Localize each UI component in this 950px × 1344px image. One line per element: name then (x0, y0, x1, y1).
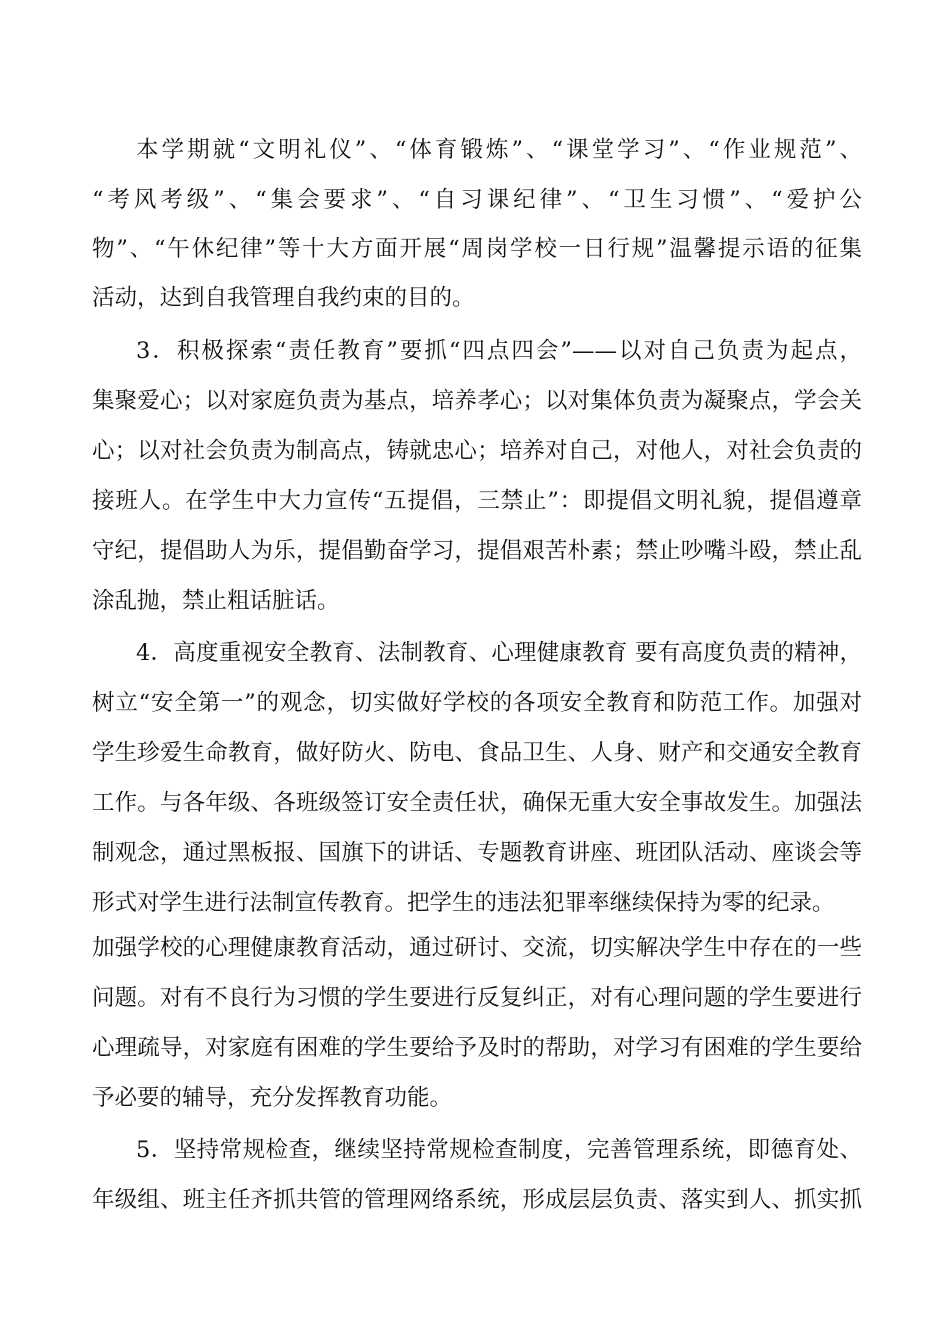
paragraph-3-line-4: 工作。与各年级、各班级签订安全责任状，确保无重大安全事故发生。加强法 (92, 790, 862, 816)
paragraph-3-line-2: 树立“安全第一”的观念，切实做好学校的各项安全教育和防范工作。加强对 (92, 690, 862, 716)
paragraph-3-line-10: 予必要的辅导，充分发挥教育功能。 (92, 1085, 453, 1111)
paragraph-3-line-9: 心理疏导，对家庭有困难的学生要给予及时的帮助，对学习有困难的学生要给 (92, 1035, 862, 1061)
paragraph-2-line-4: 接班人。在学生中大力宣传“五提倡，三禁止”：即提倡文明礼貌，提倡遵章 (92, 488, 862, 514)
paragraph-4-line-1: 5．坚持常规检查，继续坚持常规检查制度，完善管理系统，即德育处、 (136, 1137, 862, 1163)
paragraph-2-line-3: 心；以对社会负责为制高点，铸就忠心；培养对自己，对他人，对社会负责的 (92, 438, 862, 464)
paragraph-3-line-8: 问题。对有不良行为习惯的学生要进行反复纠正，对有心理问题的学生要进行 (92, 985, 862, 1011)
paragraph-2-line-2: 集聚爱心；以对家庭负责为基点，培养孝心；以对集体负责为凝聚点，学会关 (92, 388, 862, 414)
paragraph-3-line-7: 加强学校的心理健康教育活动，通过研讨、交流，切实解决学生中存在的一些 (92, 935, 862, 961)
paragraph-4-line-2: 年级组、班主任齐抓共管的管理网络系统，形成层层负责、落实到人、抓实抓 (92, 1187, 862, 1213)
paragraph-1-line-1: 本学期就“文明礼仪”、“体育锻炼”、“课堂学习”、“作业规范”、 (136, 137, 862, 163)
paragraph-3-line-1: 4．高度重视安全教育、法制教育、心理健康教育 要有高度负责的精神， (136, 640, 862, 666)
paragraph-2-line-5: 守纪，提倡助人为乐，提倡勤奋学习，提倡艰苦朴素；禁止吵嘴斗殴，禁止乱 (92, 538, 862, 564)
paragraph-2-line-6: 涂乱抛，禁止粗话脏话。 (92, 588, 340, 614)
paragraph-1-line-4: 活动，达到自我管理自我约束的目的。 (92, 285, 475, 311)
paragraph-3-line-3: 学生珍爱生命教育，做好防火、防电、食品卫生、人身、财产和交通安全教育 (92, 740, 862, 766)
paragraph-3-line-5: 制观念，通过黑板报、国旗下的讲话、专题教育讲座、班团队活动、座谈会等 (92, 840, 862, 866)
paragraph-3-line-6: 形式对学生进行法制宣传教育。把学生的违法犯罪率继续保持为零的纪录。 (92, 890, 835, 916)
paragraph-2-line-1: 3．积极探索“责任教育”要抓“四点四会”——以对自己负责为起点， (136, 338, 862, 364)
paragraph-1-line-2: “考风考级”、“集会要求”、“自习课纪律”、“卫生习惯”、“爱护公 (92, 187, 862, 213)
paragraph-1-line-3: 物”、“午休纪律”等十大方面开展“周岗学校一日行规”温馨提示语的征集 (92, 236, 862, 262)
